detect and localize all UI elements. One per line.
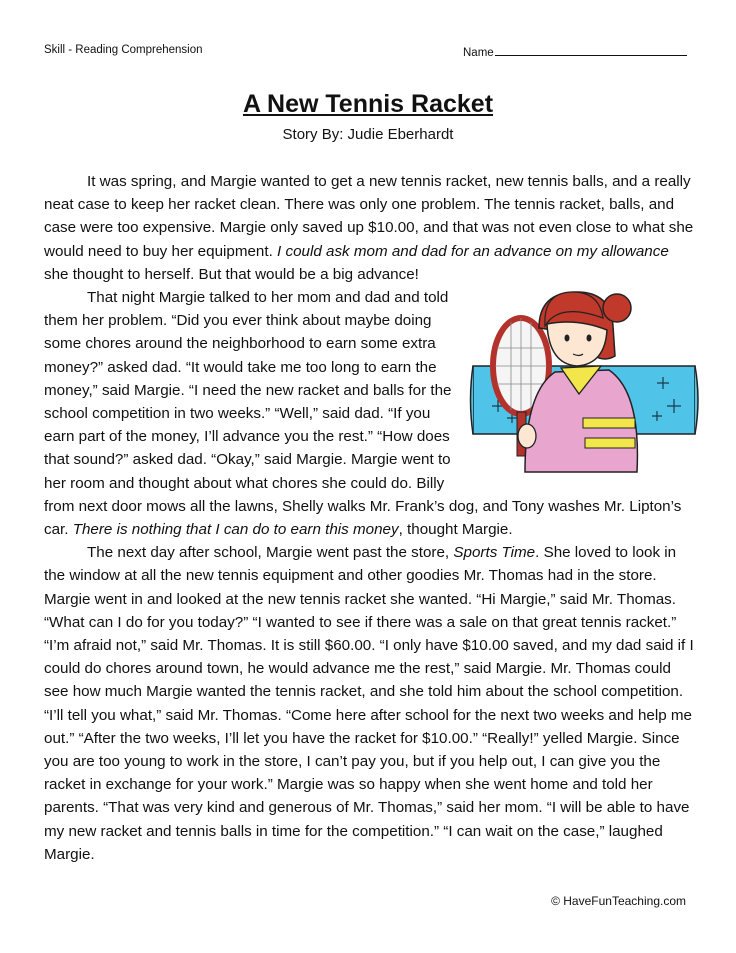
name-label: Name: [463, 47, 494, 59]
hair-bun: [603, 294, 631, 322]
skill-label: Skill - Reading Comprehension: [44, 44, 203, 56]
paragraph-1: It was spring, and Margie wanted to get a new tennis racket, new tennis balls, and a really neat case to keep her racket clean. There was only one problem. The tennis racket, balls, and case were too expensive. Margie only saved up $10.00, and that was not even close to what she would need to buy her equipment. I could ask mom and dad for an advance on my allowance she thought to herself. But that would be a big advance!: [44, 173, 694, 283]
girl-with-racket-illustration: [467, 288, 702, 475]
face: [547, 322, 607, 366]
name-blank-line[interactable]: [495, 44, 687, 56]
page-title: A New Tennis Racket: [242, 90, 494, 118]
paragraph-3: The next day after school, Margie went past the store, Sports Time. She loved to look in the window at all the new tennis equipment and other goodies Mr. Thomas had in the store. Margie went in and looked at the new tennis racket she wanted. “Hi Margie,” said Mr. Thomas. “What can I do for you today?” “I wanted to see if there was a sale on that great tennis racket.” “I’m afraid not,” said Mr. Thomas. It is still $60.00. “I only have $10.00 saved, and my dad said if I could do chores around town, he would advance me the rest,” said Margie. Mr. Thomas could see how much Margie wanted the tennis racket, and she told him about the school competition. “I’ll tell you what,” said Mr. Thomas. “Come here after school for the next two weeks and help me out.” “After the two weeks, I’ll let you have the racket for $10.00.” “Really!” yelled Margie. Since you are too young to work in the store, I can’t pay you, but if you help out, I can give you the racket in exchange for your work.” Margie was so happy when she went home and told her parents. “That was very kind and generous of Mr. Thomas,” said her mom. “I will be able to have my new racket and tennis balls in time for the competition.” “I can wait on the case,” laughed Margie.: [44, 544, 694, 863]
name-field: [463, 44, 687, 59]
paragraph-2: That night Margie talked to her mom and dad and told them her problem. “Did you ever think about maybe doing some chores around the neighborhood to earn some extra money?” asked dad. “It would take me too long to earn the money,” said Margie. “I need the new racket and balls for the school competition in two weeks.” “Well,” said dad. “If you earn part of the money, I’ll advance you the rest.” “How does that sound?” asked dad. “Okay,” said Margie. Margie went to her room and thought about what chores she could do. Billy from next door mows all the lawns, Shelly walks Mr. Frank’s dog, and Tony washes Mr. Lipton’s car. There is nothing that I can do to earn this money, thought Margie.: [44, 286, 696, 541]
byline: Story By: Judie Eberhardt: [282, 126, 454, 143]
story-body: [44, 170, 696, 866]
copyright-footer: © HaveFunTeaching.com: [551, 894, 686, 908]
